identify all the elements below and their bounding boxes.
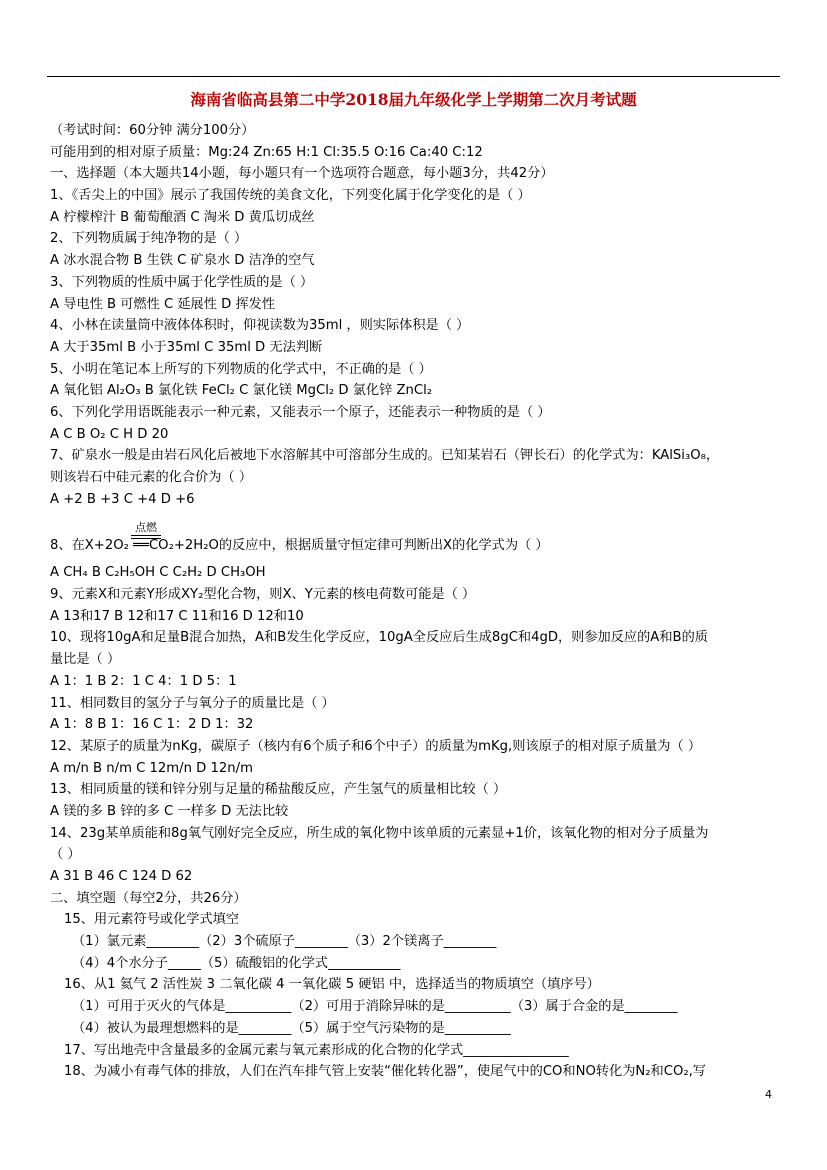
- fill-blank-line: （1）氯元素________（2）3个硫原子________（3）2个镁离子________: [72, 934, 497, 950]
- question-options: A 13和17 B 12和17 C 11和16 D 12和10: [50, 608, 304, 624]
- question-text-cont: （ ）: [50, 847, 81, 863]
- question-options: A m/n B n/m C 12m/n D 12n/m: [50, 760, 253, 776]
- page-title: 海南省临高县第二中学2018届九年级化学上学期第二次月考试题: [190, 90, 637, 109]
- question-text: 10、现将10gA和足量B混合加热，A和B发生化学反应，10gA全反应后生成8gC和4gD，则参加反应的A和B的质: [50, 630, 708, 646]
- question-8-text: 点燃 8、在X+2O₂ ══CO₂+2H₂O的反应中，根据质量守恒定律可判断出X的化学式为（ ）: [50, 521, 549, 554]
- atomic-masses: 可能用到的相对原子质量：Mg:24 Zn:65 H:1 Cl:35.5 O:16 Ca:40 C:12: [50, 144, 483, 160]
- question-text: 4、小林在读量筒中液体体积时，仰视读数为35ml ，则实际体积是（ ）: [50, 318, 470, 334]
- question-text: 16、从1 氦气 2 活性炭 3 二氧化碳 4 一氧化碳 5 硬铝 中，选择适当的物质填空（填序号）: [64, 977, 600, 993]
- question-text: 11、相同数目的氢分子与氧分子的质量比是（ ）: [50, 695, 335, 711]
- question-options: A C B O₂ C H D 20: [50, 426, 169, 442]
- question-options: A 1：1 B 2：1 C 4：1 D 5：1: [50, 673, 237, 689]
- question-options: A 柠檬榨汁 B 葡萄酿酒 C 淘米 D 黄瓜切成丝: [50, 209, 315, 225]
- fill-blank-line: （4）被认为最理想燃料的是________（5）属于空气污染物的是__________: [72, 1020, 511, 1036]
- section-heading: 一、选择题（本大题共14小题，每小题只有一个选项符合题意，每小题3分，共42分）: [50, 166, 554, 182]
- question-options: A 镁的多 B 锌的多 C 一样多 D 无法比较: [50, 803, 289, 819]
- question-text: 6、下列化学用语既能表示一种元素，又能表示一个原子，还能表示一种物质的是（ ）: [50, 404, 551, 420]
- question-options: A CH₄ B C₂H₅OH C C₂H₂ D CH₃OH: [50, 565, 266, 581]
- question-options: A 1：8 B 1：16 C 1：2 D 1：32: [50, 717, 254, 733]
- question-text: 3、下列物质的性质中属于化学性质的是（ ）: [50, 274, 314, 290]
- question-text: 18、为减小有毒气体的排放，人们在汽车排气管上安装“催化转化器”，使尾气中的CO和NO转化为N₂和CO₂,写: [64, 1064, 706, 1080]
- exam-info: （考试时间：60分钟 满分100分）: [50, 123, 255, 138]
- question-text: 7、矿泉水一般是由岩石风化后被地下水溶解其中可溶部分生成的。已知某岩石（钾长石）的化学式为：KAlSi₃O₈，: [50, 448, 720, 464]
- question-text-cont: 则该岩石中硅元素的化合价为（ ）: [50, 470, 253, 485]
- fill-blank-line: （4）4个水分子_____（5）硫酸铝的化学式___________: [72, 955, 401, 971]
- question-text: 12、某原子的质量为nKg，碳原子（核内有6个质子和6个中子）的质量为mKg,则该原子的相对原子质量为（ ）: [50, 738, 702, 754]
- section-heading: 二、填空题（每空2分，共26分）: [50, 890, 247, 906]
- question-text: 17、写出地壳中含量最多的金属元素与氧元素形成的化合物的化学式________________: [64, 1042, 569, 1058]
- question-text: 1、《舌尖上的中国》展示了我国传统的美食文化，下列变化属于化学变化的是（ ）: [50, 188, 531, 204]
- question-options: A 冰水混合物 B 生铁 C 矿泉水 D 洁净的空气: [50, 253, 315, 269]
- page-number: 4: [765, 1088, 772, 1101]
- question-options: A 31 B 46 C 124 D 62: [50, 869, 193, 884]
- question-text: 15、用元素符号或化学式填空: [64, 912, 240, 928]
- question-options: A 导电性 B 可燃性 C 延展性 D 挥发性: [50, 296, 276, 312]
- question-text: 9、元素X和元素Y形成XY₂型化合物，则X、Y元素的核电荷数可能是（ ）: [50, 587, 476, 603]
- question-options: A 氧化铝 Al₂O₃ B 氯化铁 FeCl₂ C 氯化镁 MgCl₂ D 氯化锌 ZnCl₂: [50, 383, 433, 399]
- header-rule: [47, 76, 780, 77]
- fill-blank-line: （1）可用于灭火的气体是__________（2）可用于消除异味的是__________（3）属于合金的是________: [72, 999, 678, 1015]
- question-options: A +2 B +3 C +4 D +6: [50, 491, 195, 507]
- question-options: A 大于35ml B 小于35ml C 35ml D 无法判断: [50, 339, 323, 355]
- exam-body: [50, 120, 790, 1083]
- question-text-cont: 量比是（ ）: [50, 652, 121, 668]
- question-text: 2、下列物质属于纯净物的是（ ）: [50, 231, 248, 247]
- question-text: 5、小明在笔记本上所写的下列物质的化学式中，不正确的是（ ）: [50, 361, 432, 377]
- reaction-condition: 点燃: [128, 522, 164, 539]
- question-text: 13、相同质量的镁和锌分别与足量的稀盐酸反应，产生氢气的质量相比较（ ）: [50, 782, 507, 798]
- question-text: 14、23g某单质能和8g氧气刚好完全反应，所生成的氧化物中该单质的元素显+1价，该氧化物的相对分子质量为: [50, 825, 709, 841]
